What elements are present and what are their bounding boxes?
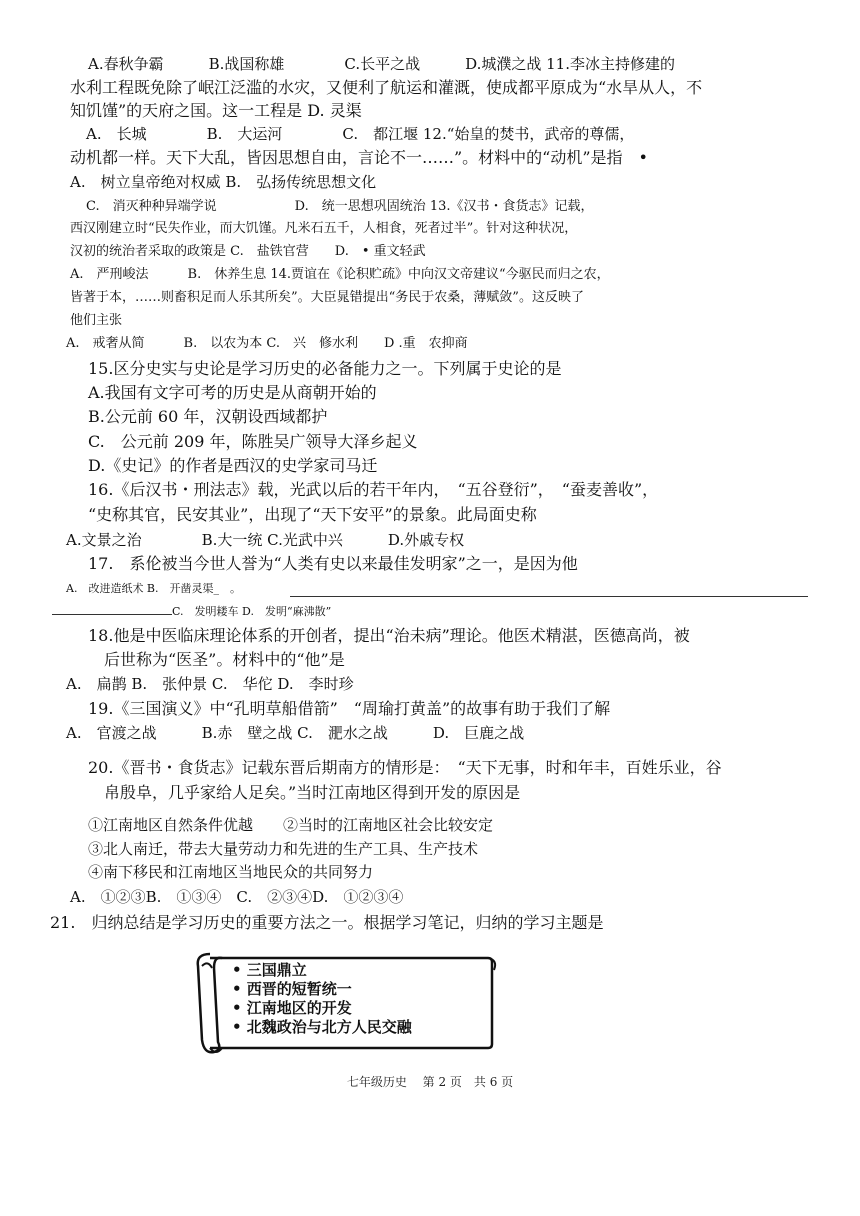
text-line: A. 官渡之战 B.赤 壁之战 C. 淝水之战 D. 巨鹿之战 bbox=[66, 724, 525, 742]
text-line: D.《史记》的作者是西汉的史学家司马迁 bbox=[88, 456, 378, 475]
text-line: 15.区分史实与史论是学习历史的必备能力之一。下列属于史论的是 bbox=[88, 359, 562, 378]
scroll-item: • 三国鼎立 bbox=[232, 961, 307, 979]
text-line: A. 严刑峻法 B. 休养生息 14.贾谊在《论积贮疏》中向汉文帝建议“今驱民而归之农， bbox=[70, 267, 610, 282]
text-line: ④南下移民和江南地区当地民众的共同努力 bbox=[88, 863, 374, 881]
scroll-item: • 西晋的短暂统一 bbox=[232, 980, 352, 998]
text-line: 21. 归纳总结是学习历史的重要方法之一。根据学习笔记，归纳的学习主题是 bbox=[50, 913, 604, 932]
text-line: “史称其官，民安其业”，出现了“天下安平”的景象。此局面史称 bbox=[88, 505, 537, 524]
text-line: A.文景之治 B.大一统 C.光武中兴 D.外戚专权 bbox=[66, 531, 465, 549]
text-line: 知饥馑”的天府之国。这一工程是 D. 灵渠 bbox=[70, 101, 362, 120]
text-line: A. 戒奢从简 B. 以农为本 C. 兴 修水利 D .重 农抑商 bbox=[66, 336, 468, 351]
scroll-item: • 北魏政治与北方人民交融 bbox=[232, 1018, 412, 1036]
text-line: C. 公元前 209 年，陈胜吴广领导大泽乡起义 bbox=[88, 432, 418, 451]
scroll-item: • 江南地区的开发 bbox=[232, 999, 352, 1017]
text-line: 18.他是中医临床理论体系的开创者，提出“治未病”理论。他医术精湛，医德高尚，被 bbox=[88, 626, 690, 645]
text-line: A.我国有文字可考的历史是从商朝开始的 bbox=[88, 383, 377, 402]
text-line: 20.《晋书・食货志》记载东晋后期南方的情形是： “天下无事，时和年丰，百姓乐业，谷 bbox=[88, 758, 722, 777]
text-line: ③北人南迁，带去大量劳动力和先进的生产工具、生产技术 bbox=[88, 840, 479, 858]
text-line: A. 扁鹊 B. 张仲景 C. 华佗 D. 李时珍 bbox=[66, 675, 354, 693]
text-line: ①江南地区自然条件优越 ②当时的江南地区社会比较安定 bbox=[88, 816, 494, 834]
text-line: A. 改进造纸术 B. 开凿灵渠_ 。 bbox=[66, 582, 242, 595]
answer-blank-line bbox=[52, 614, 172, 615]
text-line: 西汉刚建立时“民失作业，而大饥馑。凡米石五千，人相食，死者过半”。针对这种状况， bbox=[70, 221, 578, 236]
text-line: 水利工程既免除了岷江泛滥的水灾，又便利了航运和灌溉，使成都平原成为“水旱从人，不 bbox=[70, 78, 703, 97]
text-line: C. 消灭种种异端学说 D. 统一思想巩固统治 13.《汉书・食货志》记载， bbox=[86, 199, 594, 214]
text-line: 皆著于本，……则畜积足而人乐其所矣”。大臣晁错提出“务民于农桑，薄赋敛”。这反映了 bbox=[70, 290, 584, 305]
text-line: B.公元前 60 年，汉朝设西域都护 bbox=[88, 407, 328, 426]
text-line: A. ①②③B. ①③④ C. ②③④D. ①②③④ bbox=[70, 888, 404, 906]
text-line: 汉初的统治者采取的政策是 C. 盐铁官营 D. • 重文轻武 bbox=[70, 244, 426, 259]
answer-blank-line bbox=[290, 596, 808, 597]
text-line: A. 树立皇帝绝对权威 B. 弘扬传统思想文化 bbox=[70, 173, 377, 191]
text-line: 动机都一样。天下大乱，皆因思想自由，言论不一……”。材料中的“动机”是指 • bbox=[70, 148, 648, 167]
text-line: 16.《后汉书・刑法志》载，光武以后的若干年内， “五谷登衍”， “蚕麦善收”， bbox=[88, 480, 659, 499]
text-line: 后世称为“医圣”。材料中的“他”是 bbox=[104, 650, 345, 669]
text-line: 他们主张 bbox=[70, 313, 123, 328]
page-footer: 七年级历史 第 2 页 共 6 页 bbox=[346, 1075, 514, 1089]
text-line: 19.《三国演义》中“孔明草船借箭” “周瑜打黄盖”的故事有助于我们了解 bbox=[88, 699, 611, 718]
text-line: 17. 系伦被当今世人誉为“人类有史以来最佳发明家”之一，是因为他 bbox=[88, 554, 578, 573]
text-line: 帛殷阜，几乎家给人足矣。”当时江南地区得到开发的原因是 bbox=[104, 783, 521, 802]
text-line: A.春秋争霸 B.战国称雄 C.长平之战 D.城濮之战 11.李冰主持修建的 bbox=[88, 55, 675, 73]
text-line: C. 发明耧车 D. 发明“麻沸散” bbox=[172, 605, 332, 618]
text-line: A. 长城 B. 大运河 C. 都江堰 12.“始皇的焚书，武帝的尊儒， bbox=[86, 125, 635, 143]
